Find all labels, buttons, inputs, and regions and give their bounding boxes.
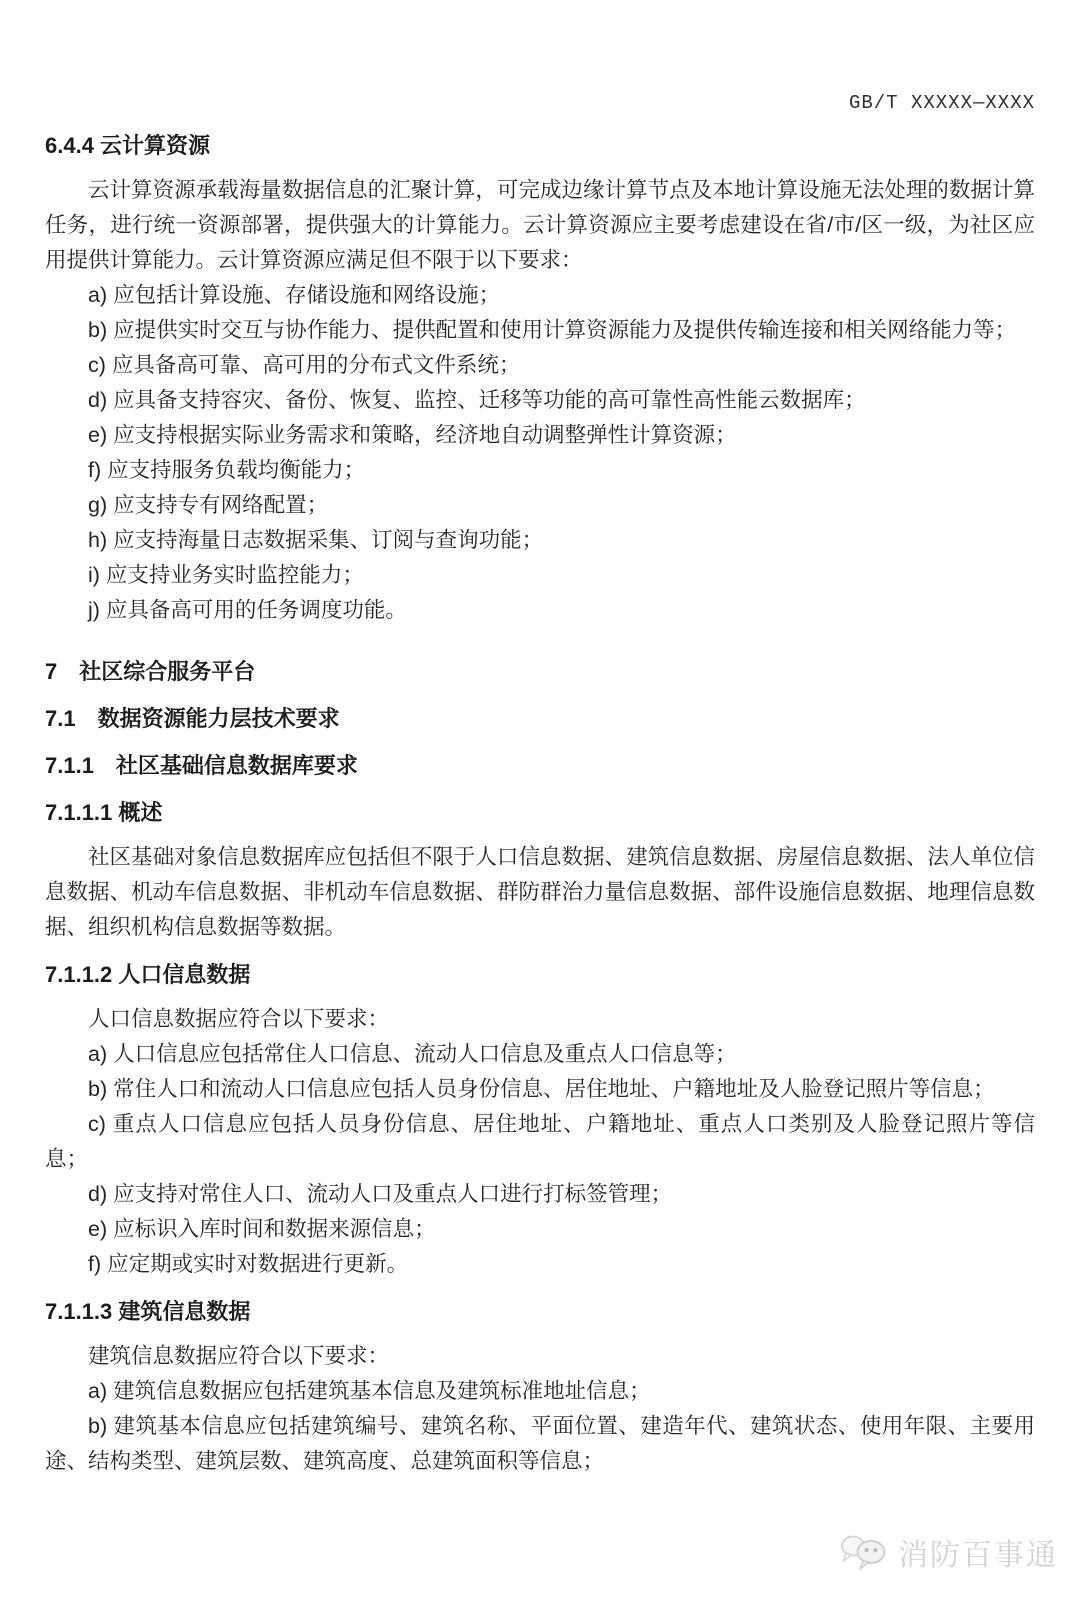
list-item: j) 应具备高可用的任务调度功能。 — [88, 598, 407, 622]
list-item: d) 应具备支持容灾、备份、恢复、监控、迁移等功能的高可靠性高性能云数据库； — [88, 388, 866, 412]
list-item: a) 建筑信息数据应包括建筑基本信息及建筑标准地址信息； — [88, 1379, 651, 1403]
heading-7: 7 社区综合服务平台 — [45, 659, 256, 684]
list-item: i) 应支持业务实时监控能力； — [88, 563, 364, 587]
list-item: b) 建筑基本信息应包括建筑编号、建筑名称、平面位置、建造年代、建筑状态、使用年限、主要用途、结构类型、建筑层数、建筑高度、总建筑面积等信息； — [45, 1414, 1035, 1473]
paragraph-database-overview: 社区基础对象信息数据库应包括但不限于人口信息数据、建筑信息数据、房屋信息数据、法人单位信息数据、机动车信息数据、非机动车信息数据、群防群治力量信息数据、部件设施信息数据、地理信息数据、组织机构信息数据等数据。 — [45, 845, 1035, 939]
list-item: h) 应支持海量日志数据采集、订阅与查询功能； — [88, 528, 544, 552]
list-item: f) 应支持服务负载均衡能力； — [88, 458, 366, 482]
wechat-icon — [840, 1531, 890, 1573]
paragraph-building-lead: 建筑信息数据应符合以下要求： — [88, 1344, 390, 1368]
list-item: c) 重点人口信息应包括人员身份信息、居住地址、户籍地址、重点人口类别及人脸登记照片等信息； — [45, 1112, 1035, 1171]
heading-7-1-1: 7.1.1 社区基础信息数据库要求 — [45, 753, 358, 778]
heading-7-1: 7.1 数据资源能力层技术要求 — [45, 706, 340, 731]
list-item: g) 应支持专有网络配置； — [88, 493, 329, 517]
list-item: b) 常住人口和流动人口信息应包括人员身份信息、居住地址、户籍地址及人脸登记照片等信息； — [88, 1077, 995, 1101]
list-item: b) 应提供实时交互与协作能力、提供配置和使用计算资源能力及提供传输连接和相关网络能力等； — [88, 318, 1017, 342]
doc-number: GB/T XXXXX—XXXX — [848, 92, 1035, 114]
heading-7-1-1-2: 7.1.1.2 人口信息数据 — [45, 962, 251, 987]
list-item: c) 应具备高可靠、高可用的分布式文件系统； — [88, 353, 521, 377]
list-item: a) 应包括计算设施、存储设施和网络设施； — [88, 283, 501, 307]
heading-7-1-1-1: 7.1.1.1 概述 — [45, 800, 163, 825]
paragraph-cloud-intro: 云计算资源承载海量数据信息的汇聚计算，可完成边缘计算节点及本地计算设施无法处理的数据计算任务，进行统一资源部署，提供强大的计算能力。云计算资源应主要考虑建设在省/市/区一级，为社区应用提供计算能力。云计算资源应满足但不限于以下要求： — [45, 178, 1035, 272]
list-item: e) 应支持根据实际业务需求和策略，经济地自动调整弹性计算资源； — [88, 423, 737, 447]
heading-6-4-4: 6.4.4 云计算资源 — [45, 133, 211, 158]
list-item: e) 应标识入库时间和数据来源信息； — [88, 1217, 436, 1241]
watermark — [840, 1530, 1058, 1574]
heading-7-1-1-3: 7.1.1.3 建筑信息数据 — [45, 1299, 251, 1324]
watermark-label: 消防百事通 — [898, 1539, 1058, 1572]
list-item: f) 应定期或实时对数据进行更新。 — [88, 1252, 409, 1276]
paragraph-population-lead: 人口信息数据应符合以下要求： — [88, 1007, 390, 1031]
list-item: d) 应支持对常住人口、流动人口及重点人口进行打标签管理； — [88, 1182, 673, 1206]
list-item: a) 人口信息应包括常住人口信息、流动人口信息及重点人口信息等； — [88, 1042, 737, 1066]
